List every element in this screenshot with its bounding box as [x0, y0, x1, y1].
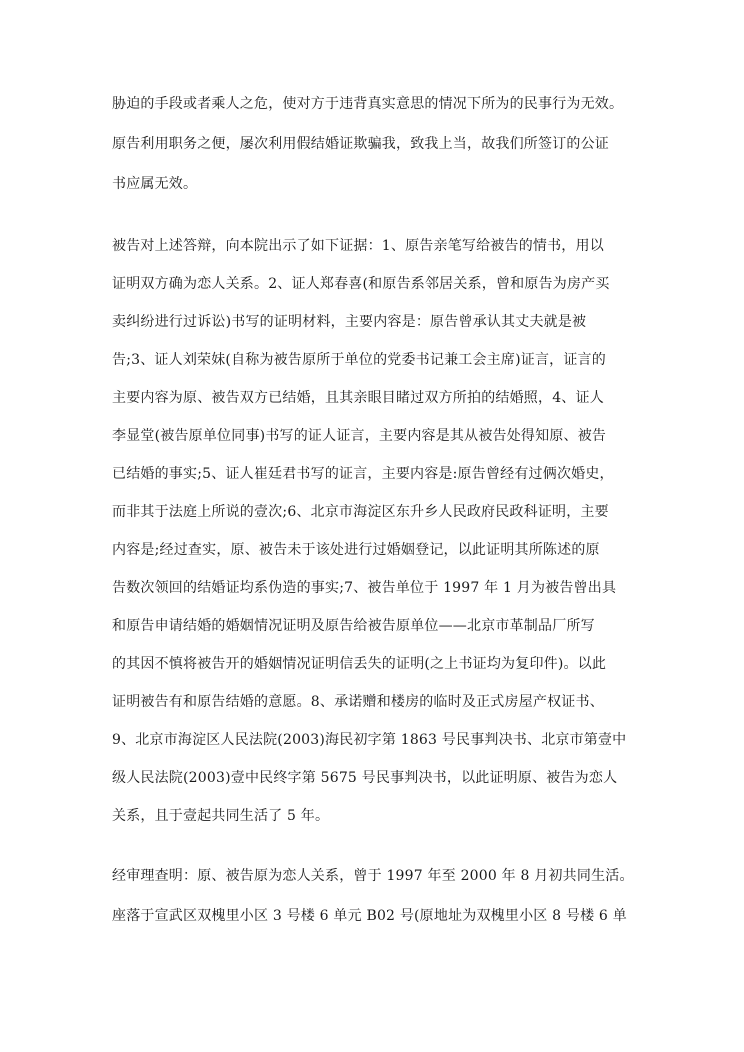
text-line: 已结婚的事实;5、证人崔廷君书写的证言，主要内容是:原告曾经有过俩次婚史，	[112, 466, 614, 482]
text-line: 而非其于法庭上所说的壹次;6、北京市海淀区东升乡人民政府民政科证明，主要	[112, 504, 609, 520]
text-line: 主要内容为原、被告双方已结婚，且其亲眼目睹过双方所拍的结婚照，4、证人	[112, 390, 604, 406]
text-line: 证明被告有和原告结婚的意愿。8、承诺赠和楼房的临时及正式房屋产权证书、	[112, 694, 604, 710]
text-line: 和原告申请结婚的婚姻情况证明及原告给被告原单位——北京市革制品厂所写	[112, 618, 595, 634]
text-line: 的其因不慎将被告开的婚姻情况证明信丢失的证明(之上书证均为复印件)。以此	[112, 656, 607, 672]
text-line: 经审理查明：原、被告原为恋人关系，曾于 1997 年至 2000 年 8 月初共同生活。	[112, 868, 634, 884]
text-line: 级人民法院(2003)壹中民终字第 5675 号民事判决书，以此证明原、被告为恋人	[112, 770, 618, 786]
text-line: 告数次领回的结婚证均系伪造的事实;7、被告单位于 1997 年 1 月为被告曾出具	[112, 580, 617, 596]
text-line: 李显堂(被告原单位同事)书写的证人证言，主要内容是其从被告处得知原、被告	[112, 428, 607, 444]
text-line: 书应属无效。	[112, 176, 198, 192]
text-line: 原告利用职务之便，屡次利用假结婚证欺骗我，致我上当，故我们所签订的公证	[112, 136, 609, 152]
text-line: 胁迫的手段或者乘人之危，使对方于违背真实意思的情况下所为的民事行为无效。	[112, 96, 624, 112]
text-line: 9、北京市海淀区人民法院(2003)海民初字第 1863 号民事判决书、北京市第壹中	[112, 732, 627, 748]
text-line: 卖纠纷进行过诉讼)书写的证明材料，主要内容是：原告曾承认其丈夫就是被	[112, 314, 587, 330]
text-line: 告;3、证人刘荣妹(自称为被告原所于单位的党委书记兼工会主席)证言，证言的	[112, 352, 606, 368]
text-line: 座落于宣武区双槐里小区 3 号楼 6 单元 B02 号(原地址为双槐里小区 8 号楼 6 单	[112, 908, 627, 924]
text-line: 关系，且于壹起共同生活了 5 年。	[112, 808, 330, 824]
text-line: 内容是;经过查实，原、被告未于该处进行过婚姻登记，以此证明其所陈述的原	[112, 542, 600, 558]
text-line: 被告对上述答辩，向本院出示了如下证据：1、原告亲笔写给被告的情书，用以	[112, 238, 604, 254]
text-line: 证明双方确为恋人关系。2、证人郑春喜(和原告系邻居关系，曾和原告为房产买	[112, 276, 610, 292]
